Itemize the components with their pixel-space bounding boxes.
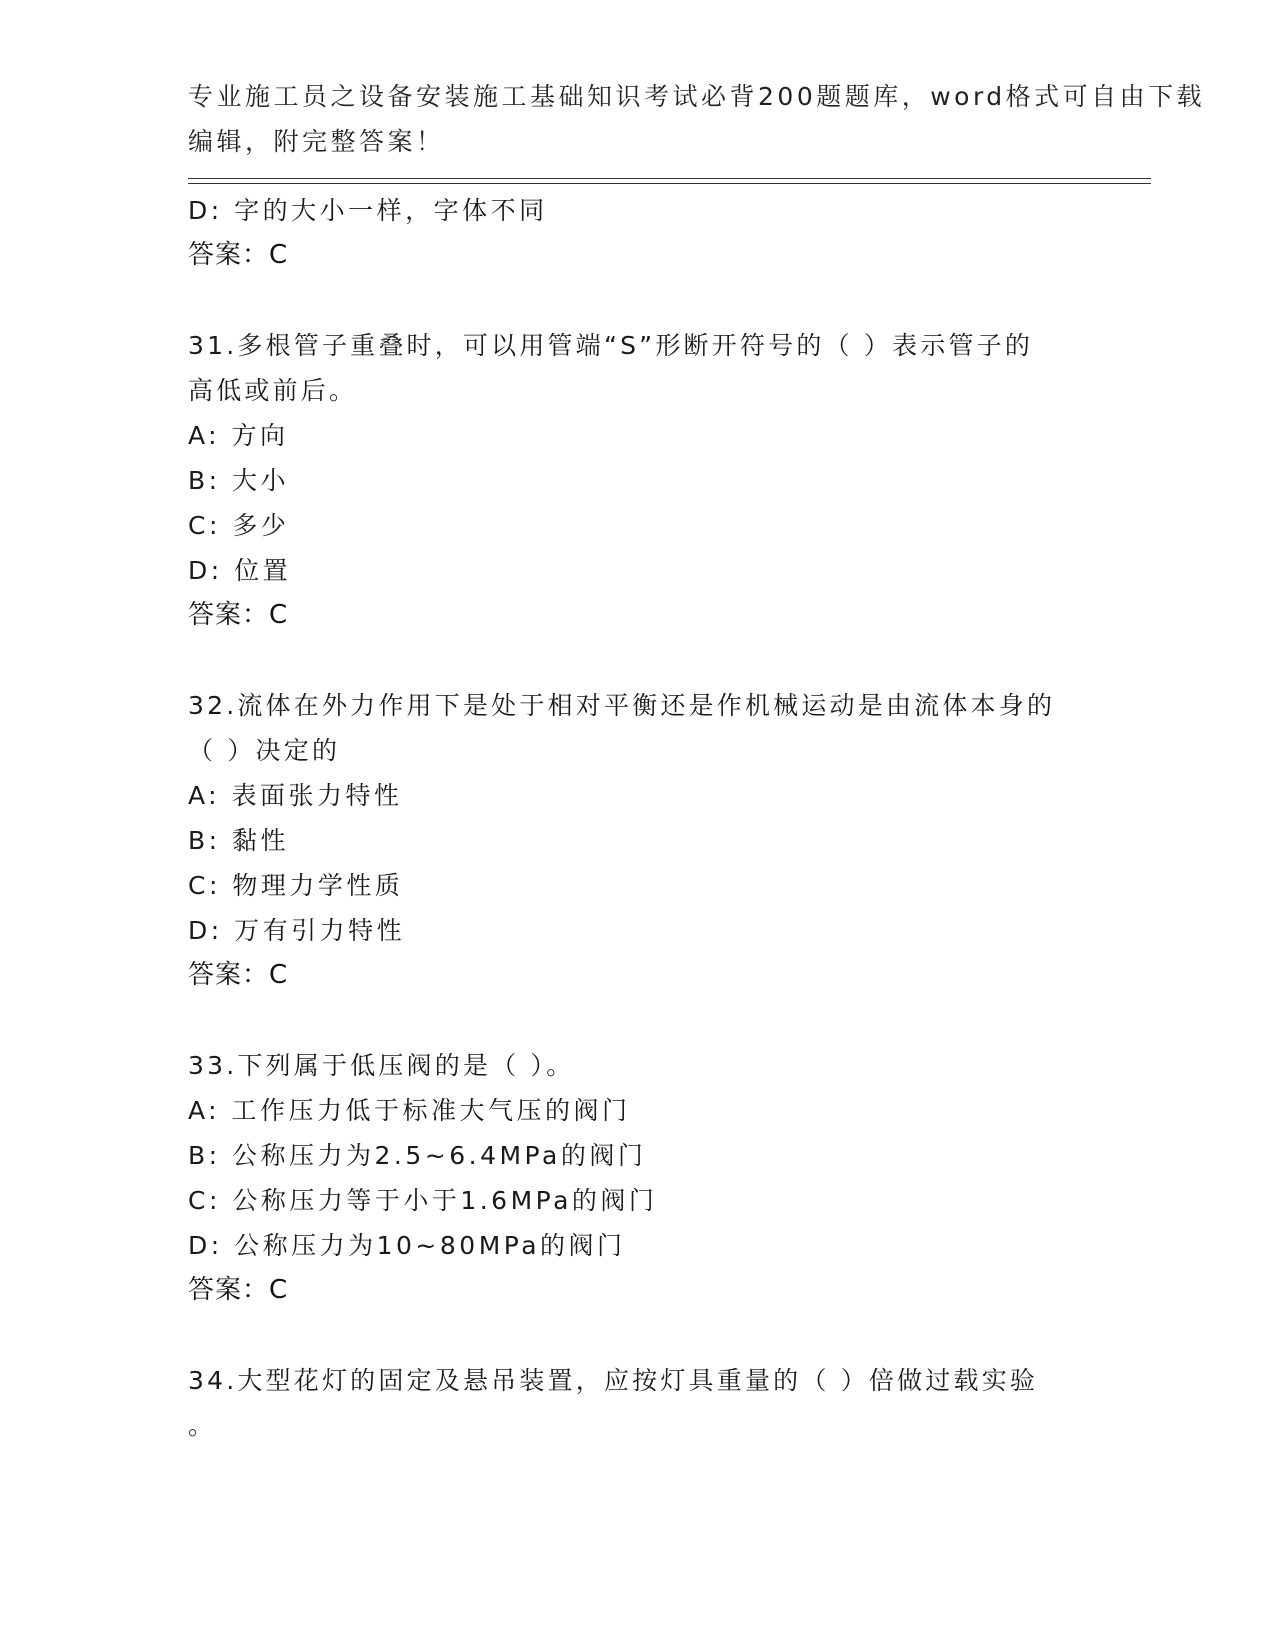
question-33 xyxy=(188,1043,1088,1313)
header-title-line-2: 编辑，附完整答案！ xyxy=(188,127,445,156)
option-b: B: 黏性 xyxy=(188,826,290,855)
option-c: C: 物理力学性质 xyxy=(188,871,404,900)
option-a: A: 方向 xyxy=(188,421,289,450)
option-a: A: 工作压力低于标准大气压的阀门 xyxy=(188,1096,631,1125)
spacer xyxy=(188,1313,1088,1358)
answer-line: 答案：C xyxy=(188,1275,289,1305)
option-b: B: 公称压力为2.5~6.4MPa的阀门 xyxy=(188,1141,647,1170)
option-d: D: 公称压力为10~80MPa的阀门 xyxy=(188,1231,626,1260)
question-stem-continued: 。 xyxy=(188,1411,217,1440)
option-c: C: 公称压力等于小于1.6MPa的阀门 xyxy=(188,1186,658,1215)
document-header xyxy=(188,74,1206,164)
option-d: D: 字的大小一样，字体不同 xyxy=(188,196,548,225)
option-c: C: 多少 xyxy=(188,511,290,540)
spacer xyxy=(188,278,1088,323)
question-list xyxy=(188,188,1088,1448)
question-34 xyxy=(188,1358,1088,1448)
question-stem-continued: 高低或前后。 xyxy=(188,376,358,405)
question-stem: 32.流体在外力作用下是处于相对平衡还是作机械运动是由流体本身的 xyxy=(188,691,1056,720)
header-divider-top xyxy=(188,178,1151,179)
question-stem: 34.大型花灯的固定及悬吊装置，应按灯具重量的（ ）倍做过载实验 xyxy=(188,1366,1039,1395)
header-title-line-1: 专业施工员之设备安装施工基础知识考试必背200题题库，word格式可自由下载 xyxy=(188,82,1206,111)
option-b: B: 大小 xyxy=(188,466,290,495)
answer-line: 答案：C xyxy=(188,240,289,270)
answer-line: 答案：C xyxy=(188,600,289,630)
spacer xyxy=(188,638,1088,683)
spacer xyxy=(188,998,1088,1043)
question-32 xyxy=(188,683,1088,998)
answer-line: 答案：C xyxy=(188,960,289,990)
question-stem: 33.下列属于低压阀的是（ ）。 xyxy=(188,1051,575,1080)
header-divider-bottom xyxy=(188,183,1151,184)
question-stem: 31.多根管子重叠时，可以用管端“S”形断开符号的（ ）表示管子的 xyxy=(188,331,1034,360)
question-stem-continued: （ ）决定的 xyxy=(188,736,341,765)
option-d: D: 位置 xyxy=(188,556,292,585)
option-d: D: 万有引力特性 xyxy=(188,916,406,945)
question-31 xyxy=(188,323,1088,638)
option-a: A: 表面张力特性 xyxy=(188,781,403,810)
